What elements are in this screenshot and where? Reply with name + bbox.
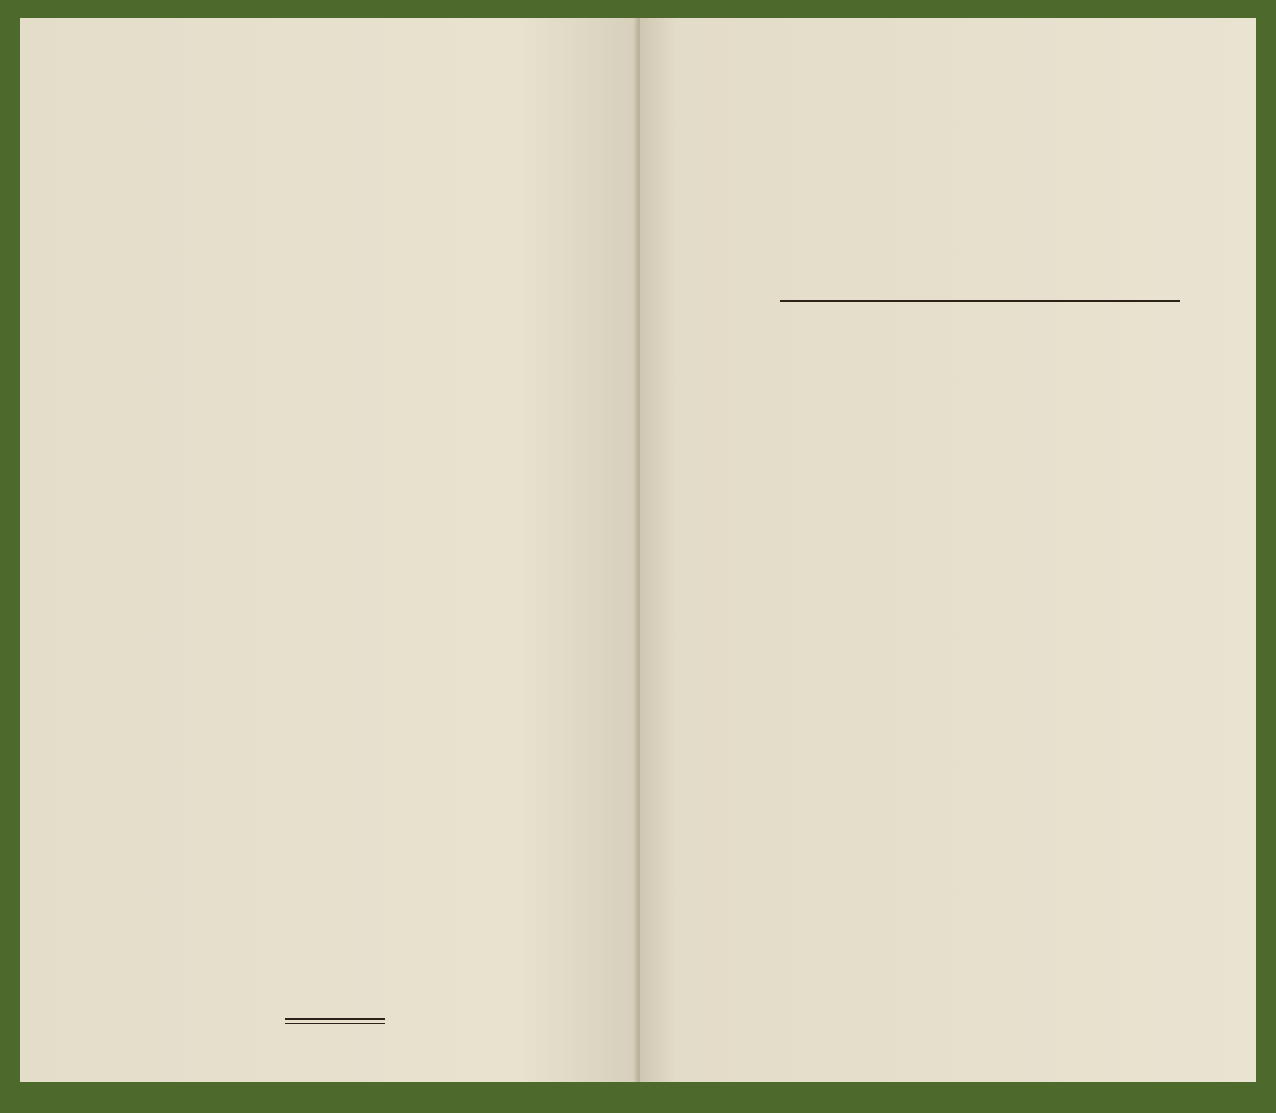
book-spread [20,18,1256,1082]
left-body-text [62,233,614,933]
right-article-title [660,148,1240,288]
closing-rule [285,1018,385,1020]
title-rule [780,300,1180,302]
closing-rule [285,1023,385,1024]
right-page [640,18,1256,1082]
left-footnote [110,940,613,1010]
right-body-text [700,333,1240,1013]
right-ornament-band [700,106,1240,120]
right-running-header [780,48,830,79]
left-article-title [60,130,615,230]
left-ornament-band [60,98,615,112]
left-running-header [60,48,70,79]
left-page [20,18,640,1082]
